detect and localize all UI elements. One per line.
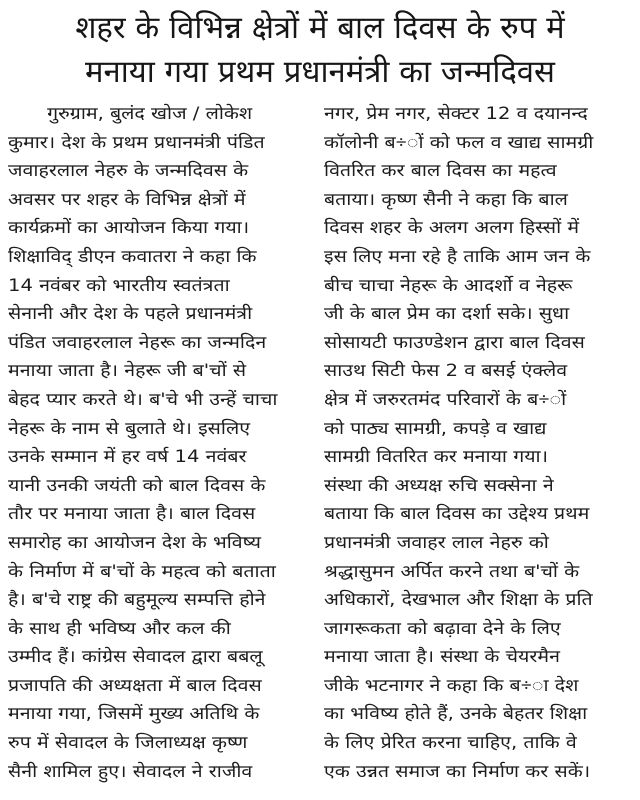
text-line: सेनानी और देश के पहले प्रधानमंत्री [8,304,253,325]
text-line: के साथ ही भविष्य और कल की [8,618,231,639]
text-line: अवसर पर शहर के विभिन्न क्षेत्रों में [8,189,246,210]
text-line: क्षेत्र में जरुरतमंद परिवारों के ब÷ों [324,389,567,410]
text-line: को पाठ्य सामग्री, कपड़े व खाद्य [324,418,547,439]
headline-line-1: शहर के विभिन्न क्षेत्रों में बाल दिवस के रुप में [75,10,565,46]
text-line: उम्मीद हैं। कांग्रेस सेवादल द्वारा बबलू [8,647,263,668]
text-line: नेहरू के नाम से बुलाते थे। इसलिए [8,418,251,439]
text-line: सैनी शामिल हुए। सेवादल ने राजीव [8,761,253,782]
headline-line-2: मनाया गया प्रथम प्रधानमंत्री का जन्मदिवस [84,54,556,90]
text-line: सोसायटी फाउण्डेशन द्वारा बाल दिवस [324,332,585,353]
text-line: संस्था की अध्यक्ष रुचि सक्सेना ने [324,475,554,496]
headline [0,6,640,94]
text-line: यानी उनकी जयंती को बाल दिवस के [8,475,266,496]
text-line: मनाया जाता है। नेहरू जी ब'चों से [8,361,247,382]
text-line: तौर पर मनाया जाता है। बाल दिवस [8,504,256,525]
text-line: बताया। कृष्ण सैनी ने कहा कि बाल [324,189,568,210]
text-line: दिवस शहर के अलग अलग हिस्सों में [324,218,580,239]
text-line: गुरुग्राम, बुलंद खोज / लोकेश [47,104,253,124]
text-line: कार्यक्रमों का आयोजन किया गया। [8,218,250,239]
text-line: नगर, प्रेम नगर, सेक्टर 12 व दयानन्द [324,104,588,124]
text-line: एक उन्नत समाज का निर्माण कर सकें। [324,761,591,782]
text-line: शिक्षाविद् डीएन कवातरा ने कहा कि [8,246,257,267]
text-line: साउथ सिटी फेस 2 व बसई एंक्लेव [324,361,568,382]
article-column-left [8,100,318,786]
text-line: उनके सम्मान में हर वर्ष 14 नवंबर [8,447,247,468]
text-line: रुप में सेवादल के जिलाध्यक्ष कृष्ण [8,733,248,754]
text-line: कुमार। देश के प्रथम प्रधानमंत्री पंडित [8,132,265,153]
text-line: जीके भटनागर ने कहा कि ब÷ा देश [324,675,579,696]
text-line: वितरित कर बाल दिवस का महत्व [324,161,557,182]
text-line: अधिकारों, देखभाल और शिक्षा के प्रति [324,590,593,611]
text-line: सामग्री वितरित कर मनाया गया। [324,447,549,468]
text-line: है। ब'चे राष्ट्र की बहुमूल्य सम्पत्ति होने [8,590,266,611]
text-line: प्रधानमंत्री जवाहर लाल नेहरु को [324,532,549,553]
text-line: कॉलोनी ब÷ों को फल व खाद्य सामग्री [324,132,594,153]
text-line: बेहद प्यार करते थे। ब'चे भी उन्हें चाचा [8,389,278,410]
text-line: के लिए प्रेरित करना चाहिए, ताकि वे [324,733,577,754]
text-line: मनाया गया, जिसमें मुख्य अतिथि के [8,704,260,725]
text-line: समारोह का आयोजन देश के भविष्य [8,532,261,553]
text-line: के निर्माण में ब'चों के महत्व को बताता [8,561,276,582]
text-line: बताया कि बाल दिवस का उद्देश्य प्रथम [324,504,590,525]
text-line: का भविष्य होते हैं, उनके बेहतर शिक्षा [324,704,588,725]
text-line: पंडित जवाहरलाल नेहरू का जन्मदिन [8,332,267,353]
text-line: जी के बाल प्रेम का दर्शा सके। सुधा [324,304,570,325]
text-line: श्रद्धासुमन अर्पित करने तथा ब'चों के [324,561,580,582]
text-line: जवाहरलाल नेहरु के जन्मदिवस के [8,161,249,182]
text-line: मनाया जाता है। संस्था के चेयरमैन [324,647,560,668]
text-line: 14 नवंबर को भारतीय स्वतंत्रता [8,275,230,296]
text-line: बीच चाचा नेहरू के आदर्शो व नेहरू [324,275,573,296]
text-line: इस लिए मना रहे है ताकि आम जन के [324,246,591,267]
article-column-right [324,100,634,786]
text-line: प्रजापति की अध्यक्षता में बाल दिवस [8,675,262,696]
text-line: जागरूकता को बढ़ावा देने के लिए [324,618,561,639]
